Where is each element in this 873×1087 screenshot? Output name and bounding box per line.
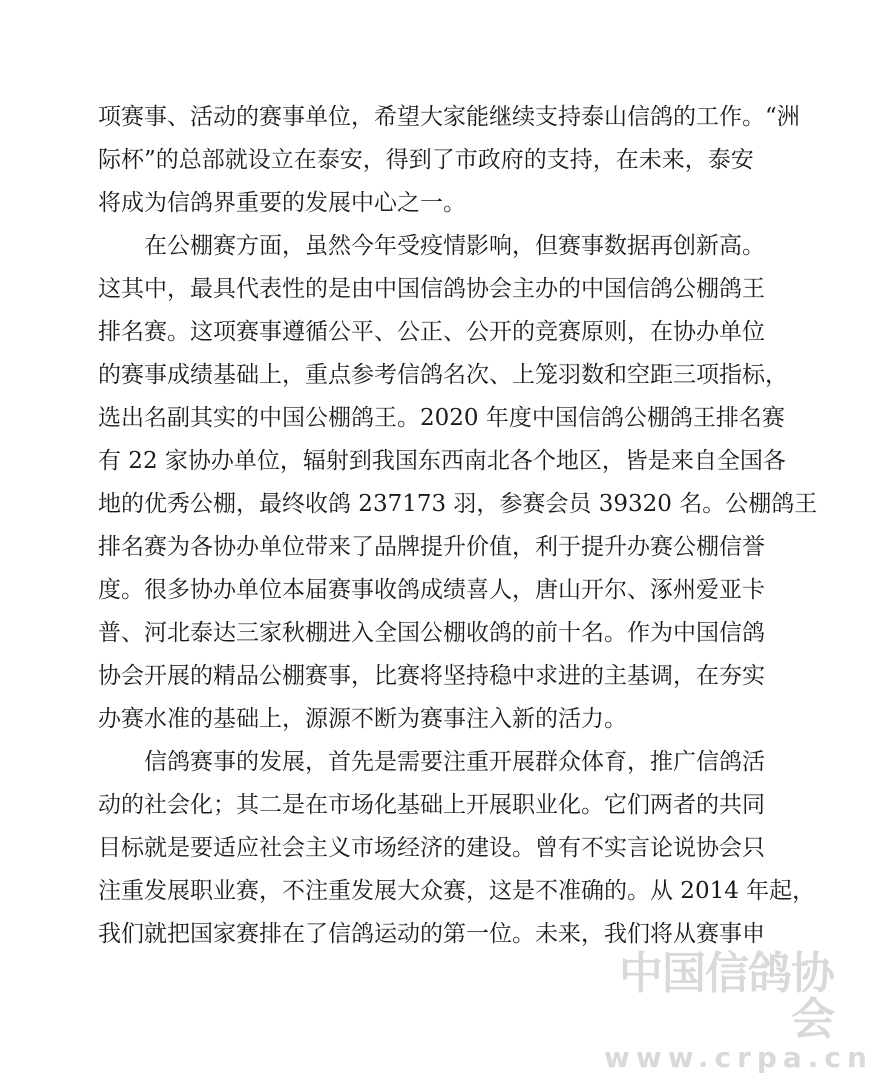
paragraph-1-line-3: 将成为信鸽界重要的发展中心之一。 [98, 190, 466, 216]
paragraph-3-line-2: 动的社会化；其二是在市场化基础上开展职业化。它们两者的共同 [98, 792, 765, 818]
paragraph-1-line-1: 项赛事、活动的赛事单位，希望大家能继续支持泰山信鸽的工作。“洲 [98, 104, 800, 130]
watermark-title: 中国信鸽协会 [619, 948, 834, 1045]
paragraph-2-line-2: 这其中，最具代表性的是由中国信鸽协会主办的中国信鸽公棚鸽王 [98, 276, 765, 302]
paragraph-3-line-5: 我们就把国家赛排在了信鸽运动的第一位。未来，我们将从赛事申 [98, 921, 765, 947]
paragraph-2-line-8: 排名赛为各协办单位带来了品牌提升价值，利于提升办赛公棚信誉 [98, 534, 765, 560]
paragraph-2-line-3: 排名赛。这项赛事遵循公平、公正、公开的竞赛原则，在协办单位 [98, 319, 765, 345]
paragraph-3-line-4: 注重发展职业赛，不注重发展大众赛，这是不准确的。从 2014 年起， [98, 878, 816, 904]
paragraph-2-line-10: 普、河北泰达三家秋棚进入全国公棚收鸽的前十名。作为中国信鸽 [98, 620, 765, 646]
paragraph-2-line-12: 办赛水准的基础上，源源不断为赛事注入新的活力。 [98, 706, 627, 732]
paragraph-2-line-4: 的赛事成绩基础上，重点参考信鸽名次、上笼羽数和空距三项指标， [98, 362, 788, 388]
paragraph-2-line-1: 在公棚赛方面，虽然今年受疫情影响，但赛事数据再创新高。 [144, 233, 765, 259]
watermark-url: www.crpa.cn [604, 1041, 873, 1074]
paragraph-2-line-5: 选出名副其实的中国公棚鸽王。2020 年度中国信鸽公棚鸽王排名赛 [98, 405, 785, 431]
paragraph-3-line-3: 目标就是要适应社会主义市场经济的建设。曾有不实言论说协会只 [98, 835, 765, 861]
paragraph-3-line-1: 信鸽赛事的发展，首先是需要注重开展群众体育，推广信鸽活 [144, 749, 765, 775]
site-watermark [604, 948, 873, 1074]
paragraph-1-line-2: 际杯”的总部就设立在泰安，得到了市政府的支持，在未来，泰安 [98, 147, 754, 173]
paragraph-2-line-6: 有 22 家协办单位，辐射到我国东西南北各个地区，皆是来自全国各 [98, 448, 786, 474]
paragraph-2-line-9: 度。很多协办单位本届赛事收鸽成绩喜人，唐山开尔、涿州爱亚卡 [98, 577, 765, 603]
paragraph-2-line-11: 协会开展的精品公棚赛事，比赛将坚持稳中求进的主基调，在夯实 [98, 663, 765, 689]
paragraph-2-line-7: 地的优秀公棚，最终收鸽 237173 羽，参赛会员 39320 名。公棚鸽王 [98, 491, 818, 517]
